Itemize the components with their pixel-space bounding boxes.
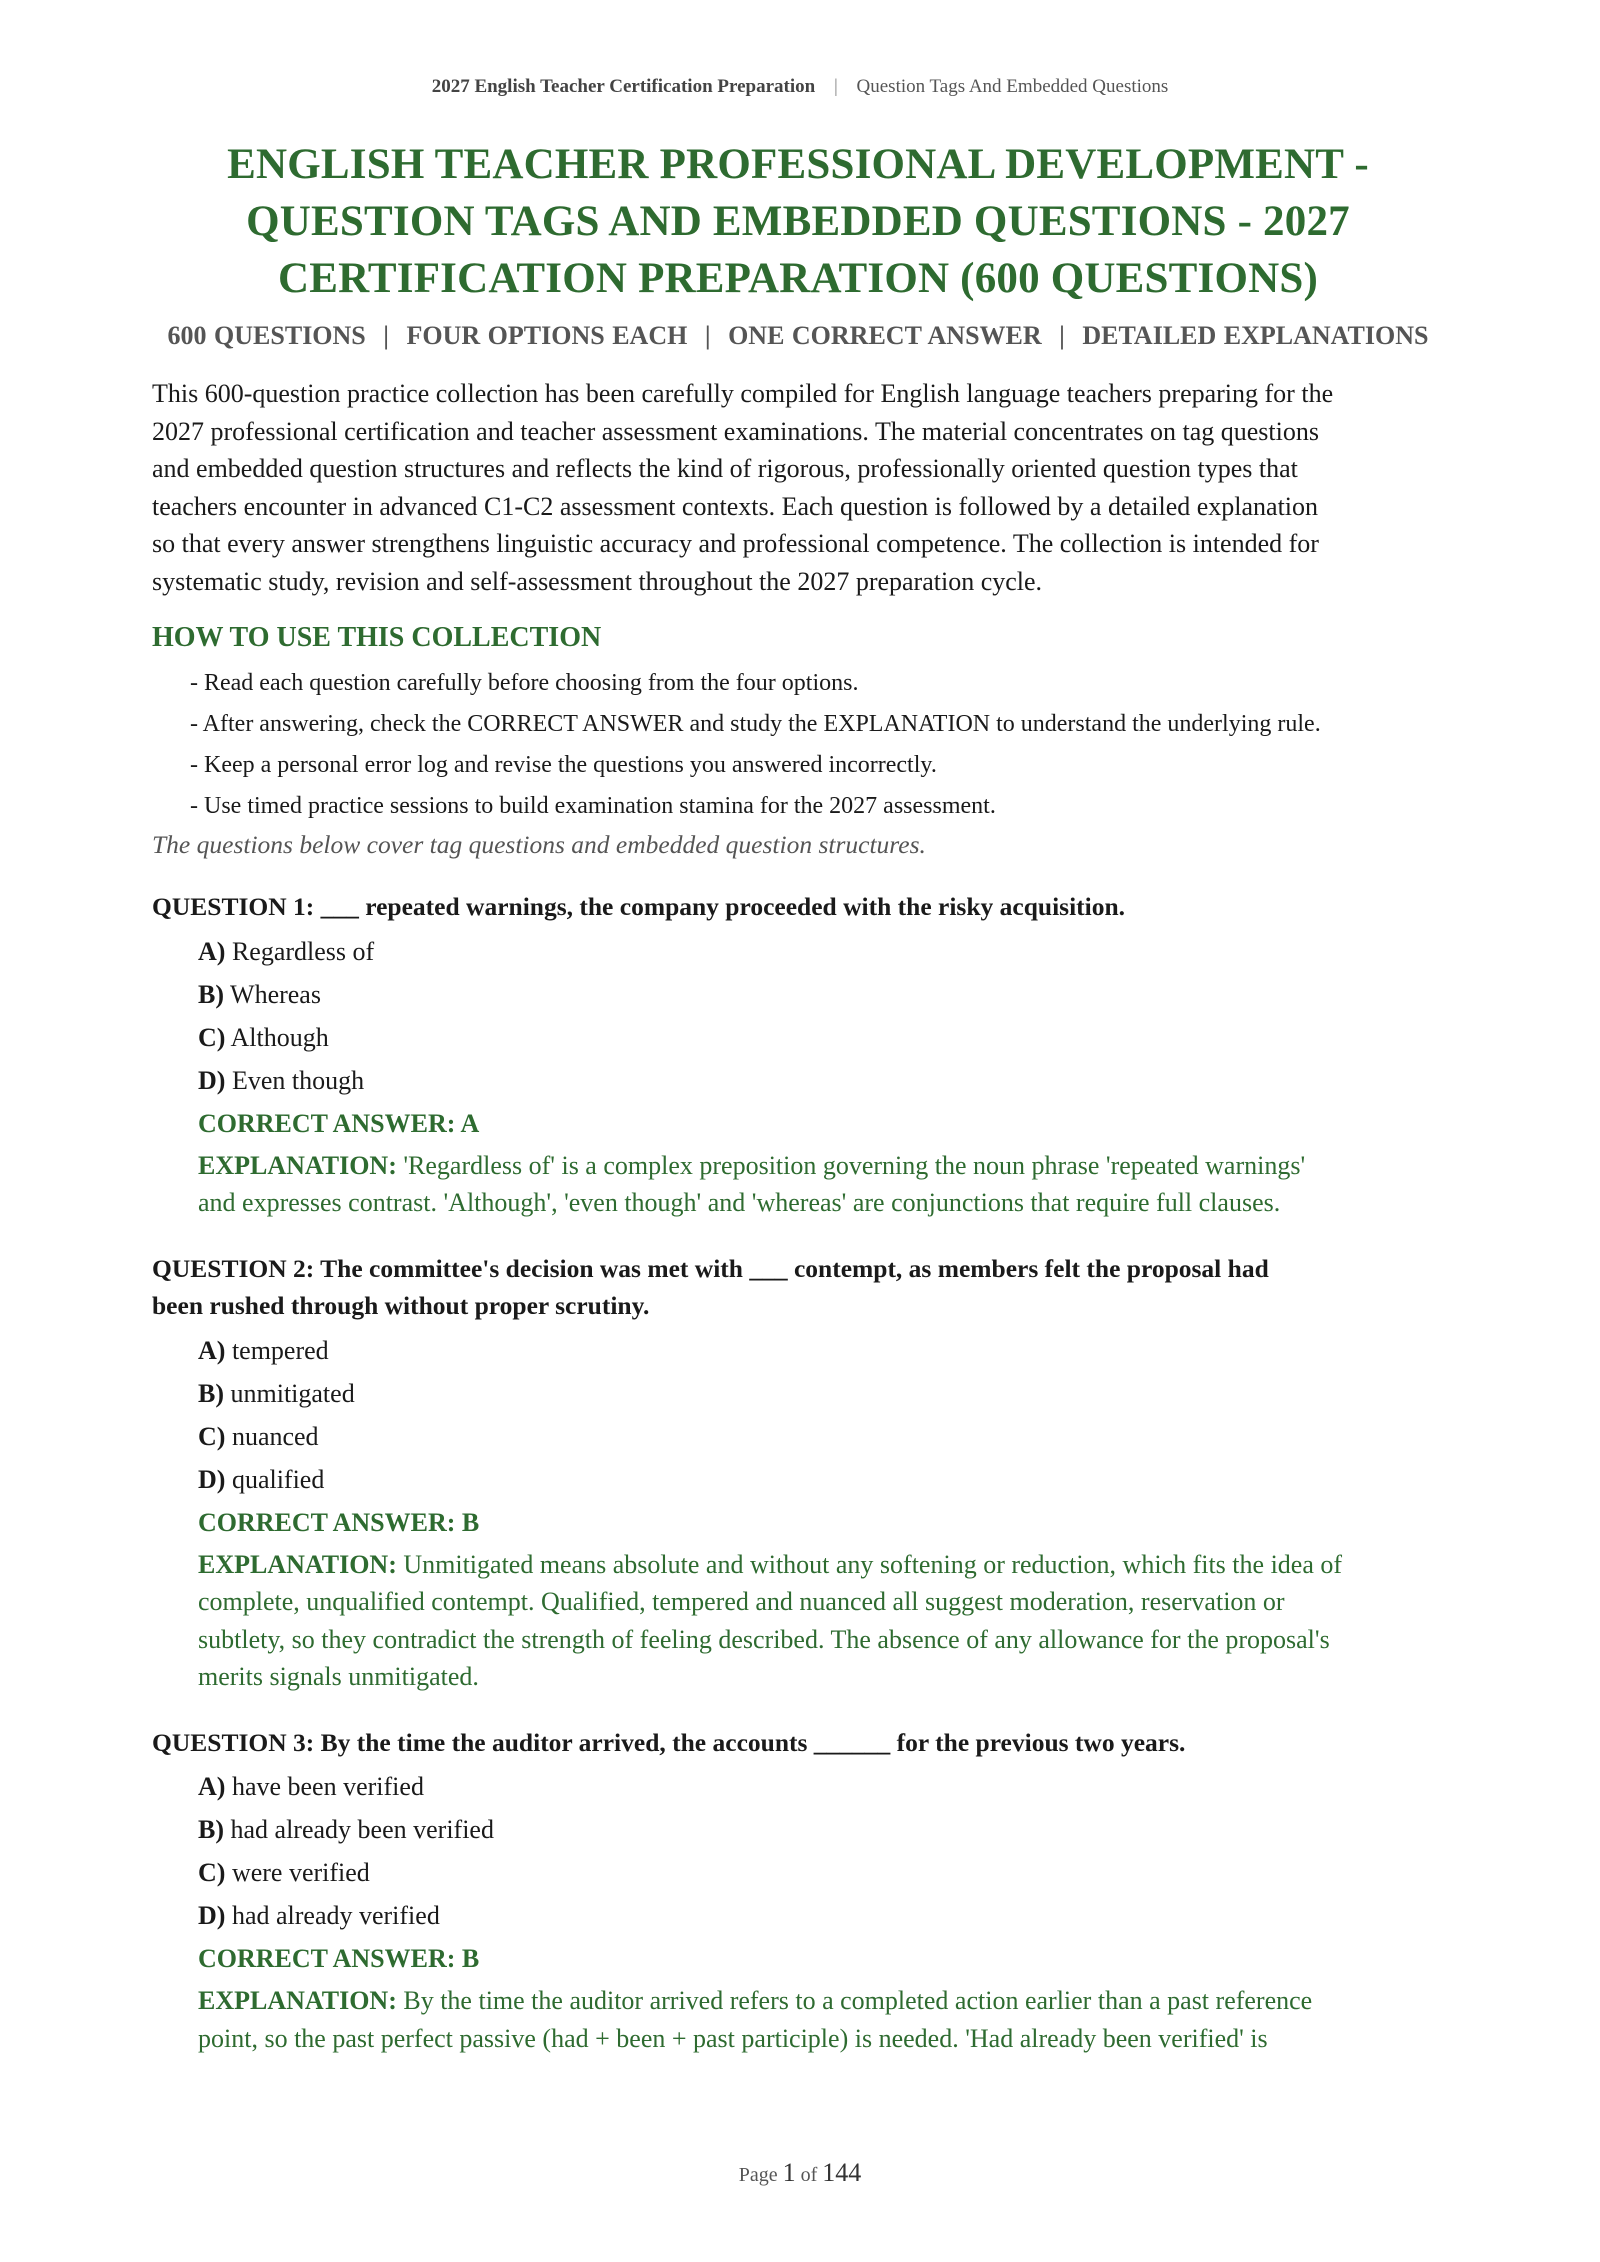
option-letter: A) — [198, 1335, 226, 1365]
option-letter: D) — [198, 1901, 226, 1930]
intro-line: This 600-question practice collection has been carefully compiled for English language teachers preparing for the — [152, 379, 1334, 408]
option-text: were verified — [231, 1858, 370, 1887]
explanation-line: By the time the auditor arrived refers to a completed action earlier than a past reference — [403, 1986, 1313, 2015]
explanation-line: and expresses contrast. 'Although', 'even though' and 'whereas' are conjunctions that require full clauses. — [198, 1188, 1281, 1217]
page-footer — [0, 2158, 1600, 2188]
option-a — [198, 1329, 1444, 1372]
document-subtitle — [152, 321, 1444, 351]
options-list — [198, 1329, 1444, 1501]
document-title — [152, 136, 1444, 307]
explanation-line: merits signals unmitigated. — [198, 1662, 479, 1691]
option-text: Although — [230, 1022, 329, 1052]
option-c — [198, 1016, 1444, 1059]
explanation-line: subtlety, so they contradict the strength of feeling described. The absence of any allowance for the proposal's — [198, 1624, 1330, 1654]
option-letter: A) — [198, 936, 226, 966]
stem-line: QUESTION 2: The committee's decision was met with ___ contempt, as members felt the proposal had — [152, 1253, 1269, 1283]
option-letter: C) — [198, 1858, 226, 1887]
option-b — [198, 1808, 1444, 1851]
option-d — [198, 1458, 1444, 1501]
explanation-label: EXPLANATION: — [198, 1986, 397, 2015]
option-text: Regardless of — [231, 936, 375, 966]
option-text: have been verified — [231, 1772, 424, 1801]
option-letter: C) — [198, 1421, 226, 1451]
subtitle-separator: | — [704, 321, 711, 350]
question-block — [152, 1724, 1444, 2058]
option-a — [198, 1765, 1444, 1808]
option-text: had already verified — [231, 1901, 440, 1930]
intro-line: and embedded question structures and reflects the kind of rigorous, professionally oriented question types that — [152, 454, 1298, 483]
question-stem: QUESTION 3: By the time the auditor arrived, the accounts ______ for the previous two years. — [152, 1727, 1186, 1757]
explanation-label: EXPLANATION: — [198, 1150, 397, 1180]
subtitle-item: DETAILED EXPLANATIONS — [1082, 321, 1429, 350]
option-letter: A) — [198, 1772, 226, 1801]
option-text: had already been verified — [230, 1815, 494, 1844]
correct-answer: CORRECT ANSWER: B — [198, 1944, 480, 1973]
option-text: unmitigated — [230, 1378, 355, 1408]
option-d — [198, 1059, 1444, 1102]
how-to-item: - After answering, check the CORRECT ANSWER and study the EXPLANATION to understand the underlying rule. — [190, 711, 1321, 737]
intro-paragraph — [152, 375, 1444, 600]
explanation — [198, 1982, 1444, 2057]
title-line: QUESTION TAGS AND EMBEDDED QUESTIONS - 2027 — [246, 198, 1350, 245]
correct-answer: CORRECT ANSWER: B — [198, 1507, 480, 1537]
subtitle-item: ONE CORRECT ANSWER — [728, 321, 1042, 350]
current-page-number: 1 — [782, 2158, 796, 2187]
page-word: Page — [738, 2164, 778, 2186]
how-to-heading: HOW TO USE THIS COLLECTION — [152, 622, 602, 653]
question-block — [152, 888, 1444, 1222]
options-list — [198, 1765, 1444, 1937]
option-letter: C) — [198, 1022, 226, 1052]
stem-line: been rushed through without proper scrutiny. — [152, 1291, 650, 1320]
subtitle-item: FOUR OPTIONS EACH — [406, 321, 688, 350]
explanation-line: 'Regardless of' is a complex preposition governing the noun phrase 'repeated warnings' — [403, 1150, 1306, 1180]
header-separator: | — [833, 76, 838, 97]
explanation — [198, 1546, 1444, 1696]
intro-line: systematic study, revision and self-assessment throughout the 2027 preparation cycle. — [152, 566, 1043, 596]
question-block — [152, 1250, 1444, 1696]
running-header — [0, 76, 1600, 98]
subtitle-separator: | — [1059, 321, 1065, 350]
option-text: tempered — [231, 1335, 329, 1365]
option-text: qualified — [231, 1464, 325, 1494]
page-content — [152, 136, 1444, 2057]
question-stem: QUESTION 1: ___ repeated warnings, the company proceeded with the risky acquisition. — [152, 892, 1126, 921]
intro-line: teachers encounter in advanced C1-C2 assessment contexts. Each question is followed by a detailed explanation — [152, 491, 1319, 521]
intro-line: so that every answer strengthens linguistic accuracy and professional competence. The collection is intended for — [152, 529, 1319, 558]
title-line: CERTIFICATION PREPARATION (600 QUESTIONS) — [278, 255, 1318, 302]
option-text: Even though — [231, 1065, 365, 1095]
subtitle-item: 600 QUESTIONS — [167, 321, 366, 350]
how-to-item: - Use timed practice sessions to build examination stamina for the 2027 assessment. — [190, 793, 996, 819]
explanation-line: point, so the past perfect passive (had + been + past participle) is needed. 'Had already been verified' is — [198, 2023, 1268, 2053]
title-line: ENGLISH TEACHER PROFESSIONAL DEVELOPMENT - — [227, 141, 1369, 188]
option-b — [198, 1372, 1444, 1415]
option-c — [198, 1851, 1444, 1894]
option-letter: B) — [198, 1378, 224, 1408]
explanation-line: Unmitigated means absolute and without any softening or reduction, which fits the idea of — [403, 1549, 1343, 1579]
intro-line: 2027 professional certification and teacher assessment examinations. The material concentrates on tag questions — [152, 416, 1319, 446]
total-pages: 144 — [822, 2158, 862, 2187]
header-left-text: 2027 English Teacher Certification Preparation — [431, 76, 816, 97]
option-letter: D) — [198, 1464, 226, 1494]
options-list — [198, 930, 1444, 1102]
explanation-line: complete, unqualified contempt. Qualified, tempered and nuanced all suggest moderation, reservation or — [198, 1587, 1285, 1616]
option-text: Whereas — [230, 979, 321, 1009]
header-right-text: Question Tags And Embedded Questions — [856, 76, 1169, 97]
how-to-item: - Read each question carefully before choosing from the four options. — [190, 670, 859, 696]
option-c — [198, 1415, 1444, 1458]
how-to-item: - Keep a personal error log and revise the questions you answered incorrectly. — [190, 752, 937, 778]
coverage-note: The questions below cover tag questions and embedded question structures. — [152, 830, 926, 859]
option-letter: B) — [198, 1815, 224, 1844]
option-b — [198, 973, 1444, 1016]
correct-answer: CORRECT ANSWER: A — [198, 1108, 480, 1138]
option-letter: D) — [198, 1065, 226, 1095]
option-a — [198, 930, 1444, 973]
explanation — [198, 1147, 1444, 1222]
option-text: nuanced — [231, 1421, 319, 1451]
explanation-label: EXPLANATION: — [198, 1549, 397, 1579]
question-stem — [152, 1250, 1444, 1325]
of-word: of — [800, 2164, 818, 2186]
option-d — [198, 1894, 1444, 1937]
how-to-list — [152, 666, 1444, 824]
subtitle-separator: | — [383, 321, 390, 350]
option-letter: B) — [198, 979, 224, 1009]
